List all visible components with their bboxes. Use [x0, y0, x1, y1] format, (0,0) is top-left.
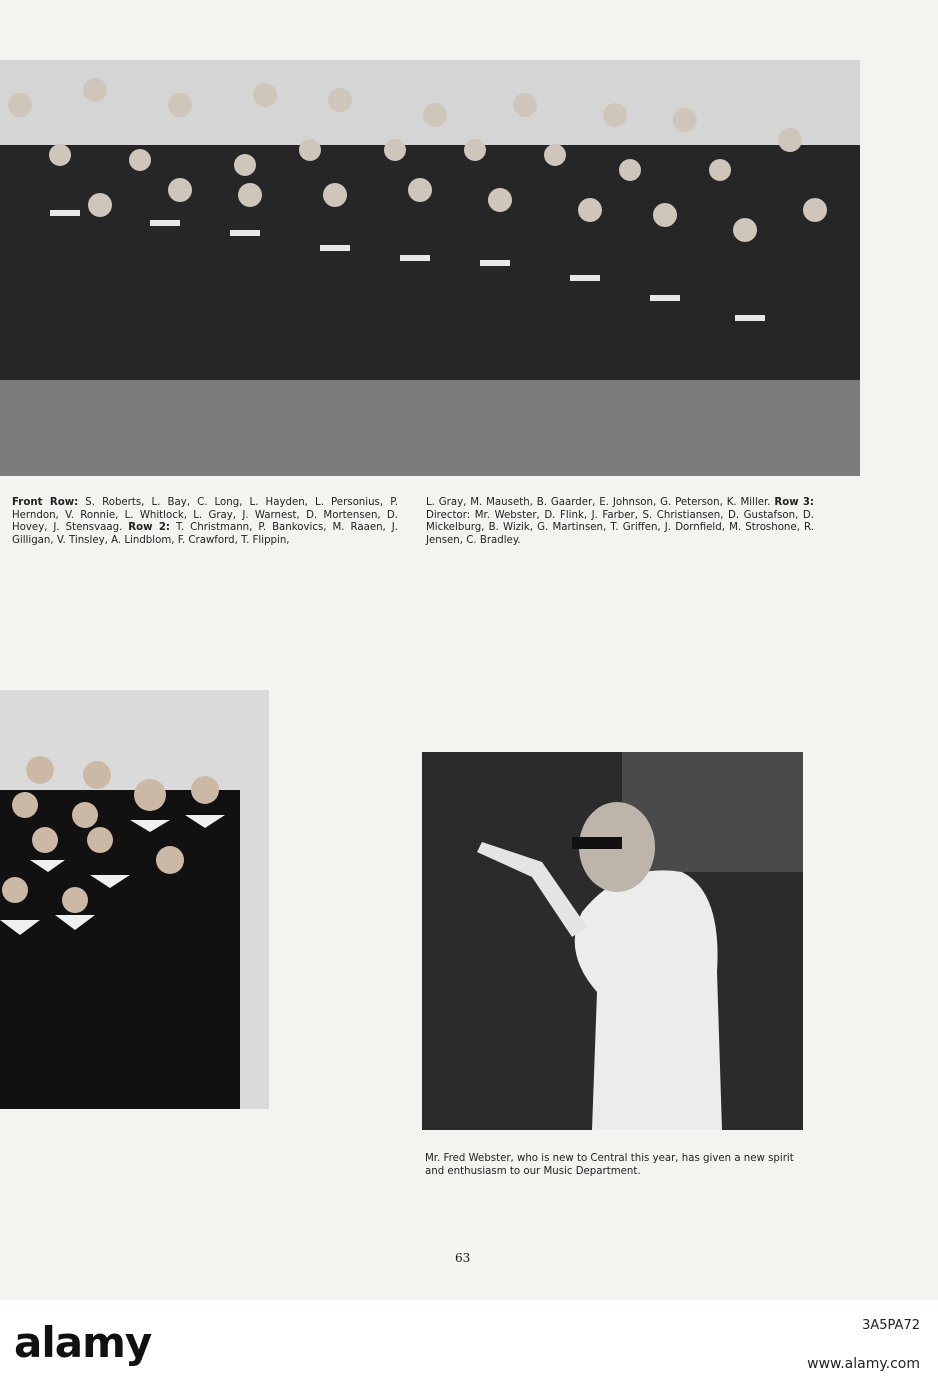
band-caption-left [12, 497, 398, 547]
row-label: Row 2: [128, 522, 170, 534]
row-label: Row 3: [774, 497, 815, 508]
director-photo [422, 752, 803, 1130]
director-caption: Mr. Fred Webster, who is new to Central this year, has given a new spirit and enthusiasm to our Music Department. [425, 1153, 794, 1177]
caption-names: T. Christmann, P. Bankovics, M. Raaen, J. Gilligan, V. Tinsley, A. Lindblom, F. Crawford, T. Flippin, [12, 522, 398, 546]
image-id: 3A5PA72 [862, 1318, 920, 1333]
watermark-url: www.alamy.com [807, 1356, 920, 1372]
band-group-photo [0, 60, 860, 476]
caption-names: Director: Mr. Webster, D. Flink, J. Farber, S. Christiansen, D. Gustafson, D. Mickelburg, B. Wizik, G. Martinsen, T. Griffen, J. Dornfield, M. Stroshone, R. Jensen, C. Bradley. [426, 509, 814, 546]
caption-names: L. Gray, M. Mauseth, B. Gaarder, E. Johnson, G. Peterson, K. Miller. [426, 497, 775, 508]
director-photo-art [422, 752, 803, 1130]
band-caption-right [426, 497, 814, 547]
choir-photo [0, 690, 269, 1109]
caption-names: S. Roberts, L. Bay, C. Long, L. Hayden, L. Personius, P. Herndon, V. Ronnie, L. Whitlock, L. Gray, J. Warnest, D. Mortensen, D. Hovey, J. Stensvaag. [12, 497, 398, 534]
row-label: Front Row: [12, 497, 79, 508]
choir-photo-art [0, 690, 269, 1109]
band-group-photo-art [0, 60, 860, 476]
alamy-logo: alamy [14, 1318, 152, 1367]
page-number: 63 [455, 1251, 471, 1265]
